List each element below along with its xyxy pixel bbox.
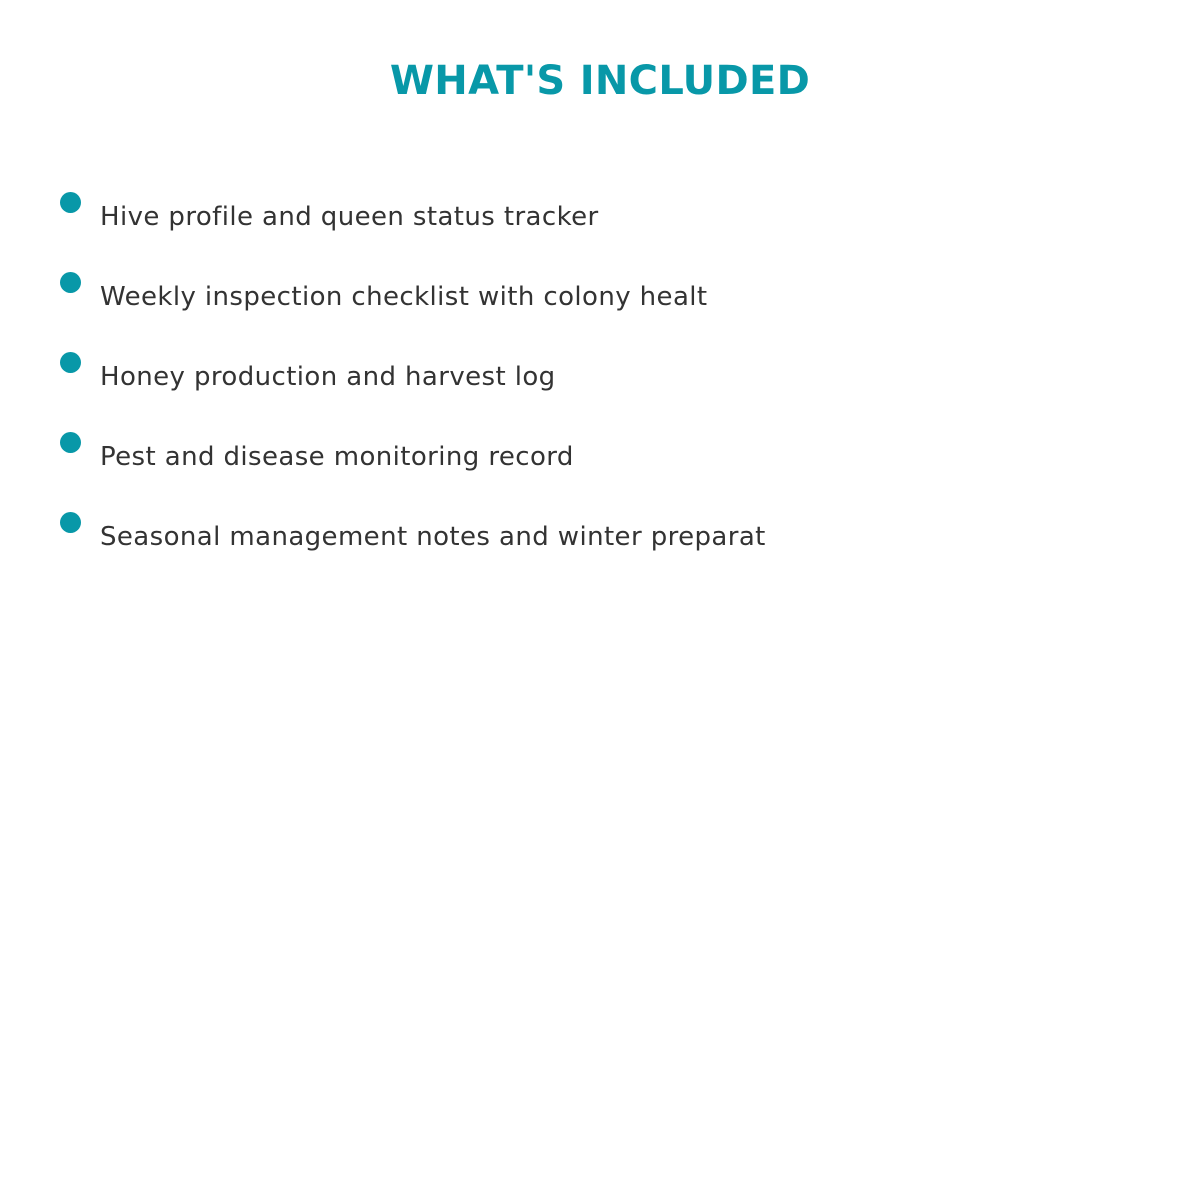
list-item-label: Honey production and harvest log xyxy=(100,362,556,392)
page-title: WHAT'S INCLUDED xyxy=(389,58,811,104)
bullet-dot-icon xyxy=(60,512,81,533)
bullet-dot-icon xyxy=(60,432,81,453)
bullet-dot-icon xyxy=(60,352,81,373)
list-item-label: Hive profile and queen status tracker xyxy=(100,202,599,232)
list-item-label: Pest and disease monitoring record xyxy=(100,442,574,472)
bullet-dot-icon xyxy=(60,192,81,213)
bullet-dot-icon xyxy=(60,272,81,293)
list-item-label: Seasonal management notes and winter preparat xyxy=(100,522,766,552)
list-item-label: Weekly inspection checklist with colony healt xyxy=(100,282,708,312)
